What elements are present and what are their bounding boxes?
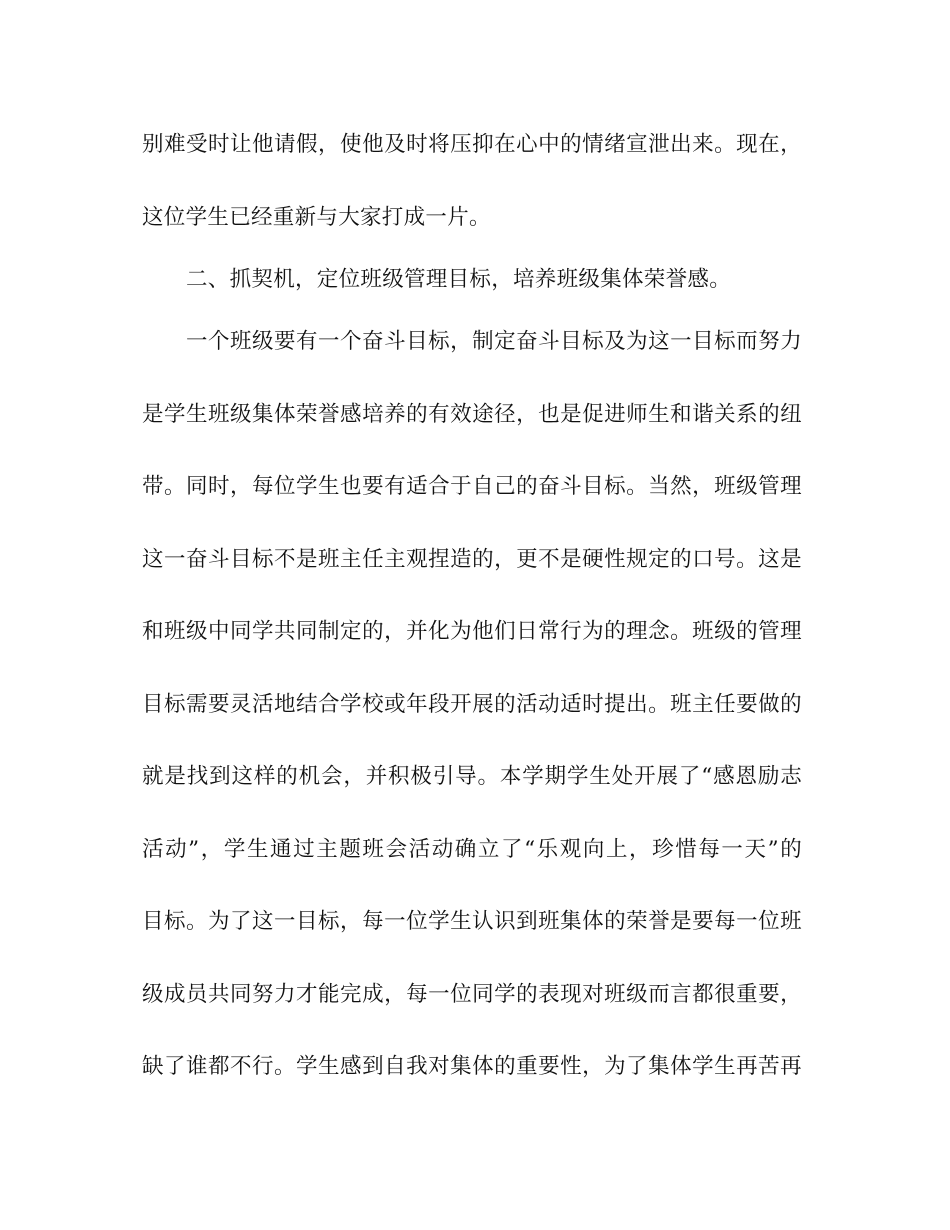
paragraph-line-5: 带。同时，每位学生也要有适合于自己的奋斗目标。当然，班级管理 [142,474,802,499]
paragraph-line-9: 就是找到这样的机会，并积极引导。本学期学生处开展了“感恩励志 [142,764,802,789]
paragraph-line-6: 这一奋斗目标不是班主任主观捏造的，更不是硬性规定的口号。这是 [142,547,802,572]
paragraph-line-1: 别难受时让他请假，使他及时将压抑在心中的情绪宣泄出来。现在， [142,132,802,157]
paragraph-line-3: 一个班级要有一个奋斗目标，制定奋斗目标及为这一目标而努力 [186,329,802,354]
section-heading: 二、抓契机，定位班级管理目标，培养班级集体荣誉感。 [186,267,732,292]
paragraph-line-4: 是学生班级集体荣誉感培养的有效途径，也是促进师生和谐关系的纽 [142,402,802,427]
paragraph-line-10: 活动”，学生通过主题班会活动确立了“乐观向上，珍惜每一天”的 [142,837,802,862]
paragraph-line-2: 这位学生已经重新与大家打成一片。 [142,205,491,230]
paragraph-line-12: 级成员共同努力才能完成，每一位同学的表现对班级而言都很重要， [142,982,802,1007]
paragraph-line-13: 缺了谁都不行。学生感到自我对集体的重要性，为了集体学生再苦再 [142,1054,802,1079]
paragraph-line-11: 目标。为了这一目标，每一位学生认识到班集体的荣誉是要每一位班 [142,909,802,934]
paragraph-line-7: 和班级中同学共同制定的，并化为他们日常行为的理念。班级的管理 [142,619,802,644]
paragraph-line-8: 目标需要灵活地结合学校或年段开展的活动适时提出。班主任要做的 [142,692,802,717]
